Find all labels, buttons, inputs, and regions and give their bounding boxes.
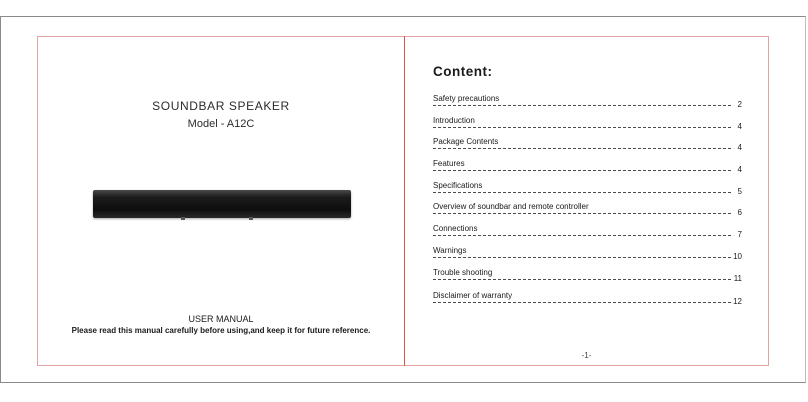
toc-item[interactable]: [433, 116, 742, 130]
toc-label: Features: [433, 159, 465, 168]
toc-page: 2: [737, 100, 742, 109]
toc-item[interactable]: [433, 94, 742, 108]
toc-leader: [433, 213, 731, 214]
soundbar-foot: [181, 217, 185, 220]
toc-item[interactable]: [433, 202, 742, 216]
cover-model: Model - A12C: [187, 118, 255, 130]
toc-label: Introduction: [433, 116, 475, 125]
toc-page: 4: [737, 122, 742, 131]
toc-leader: [433, 192, 731, 193]
toc-page: 6: [737, 208, 742, 217]
toc-leader: [433, 148, 731, 149]
toc-label: Connections: [433, 224, 478, 233]
toc-leader: [433, 279, 731, 280]
manual-label: USER MANUAL: [188, 314, 254, 324]
toc-page: 4: [737, 143, 742, 152]
page-number: -1-: [581, 351, 592, 360]
toc-item[interactable]: [433, 181, 742, 195]
toc-item[interactable]: [433, 137, 742, 151]
right-page: [404, 36, 769, 366]
toc-leader: [433, 235, 731, 236]
toc-leader: [433, 105, 731, 106]
toc-label: Overview of soundbar and remote controller: [433, 202, 589, 211]
toc-leader: [433, 127, 731, 128]
toc-page: 10: [733, 252, 742, 261]
toc-leader: [433, 170, 731, 171]
toc-item[interactable]: [433, 291, 742, 305]
soundbar-foot: [249, 217, 253, 220]
toc-page: 12: [733, 297, 742, 306]
toc-item[interactable]: [433, 268, 742, 282]
toc-label: Safety precautions: [433, 94, 500, 103]
toc-item[interactable]: [433, 224, 742, 238]
toc-label: Warnings: [433, 246, 467, 255]
toc-page: 11: [733, 274, 742, 283]
toc-item[interactable]: [433, 159, 742, 173]
toc-leader: [433, 257, 731, 258]
toc-page: 5: [737, 187, 742, 196]
contents-heading: Content:: [433, 64, 493, 79]
toc-leader: [433, 302, 731, 303]
toc-label: Trouble shooting: [433, 268, 493, 277]
manual-note: Please read this manual carefully before using,and keep it for future reference.: [71, 326, 371, 335]
toc-item[interactable]: [433, 246, 742, 260]
toc-label: Package Contents: [433, 137, 499, 146]
toc-label: Disclaimer of warranty: [433, 291, 513, 300]
cover-title: SOUNDBAR SPEAKER: [152, 99, 290, 113]
soundbar-product-image: [93, 190, 351, 218]
toc-label: Specifications: [433, 181, 483, 190]
toc-page: 4: [737, 165, 742, 174]
toc-page: 7: [737, 230, 742, 239]
